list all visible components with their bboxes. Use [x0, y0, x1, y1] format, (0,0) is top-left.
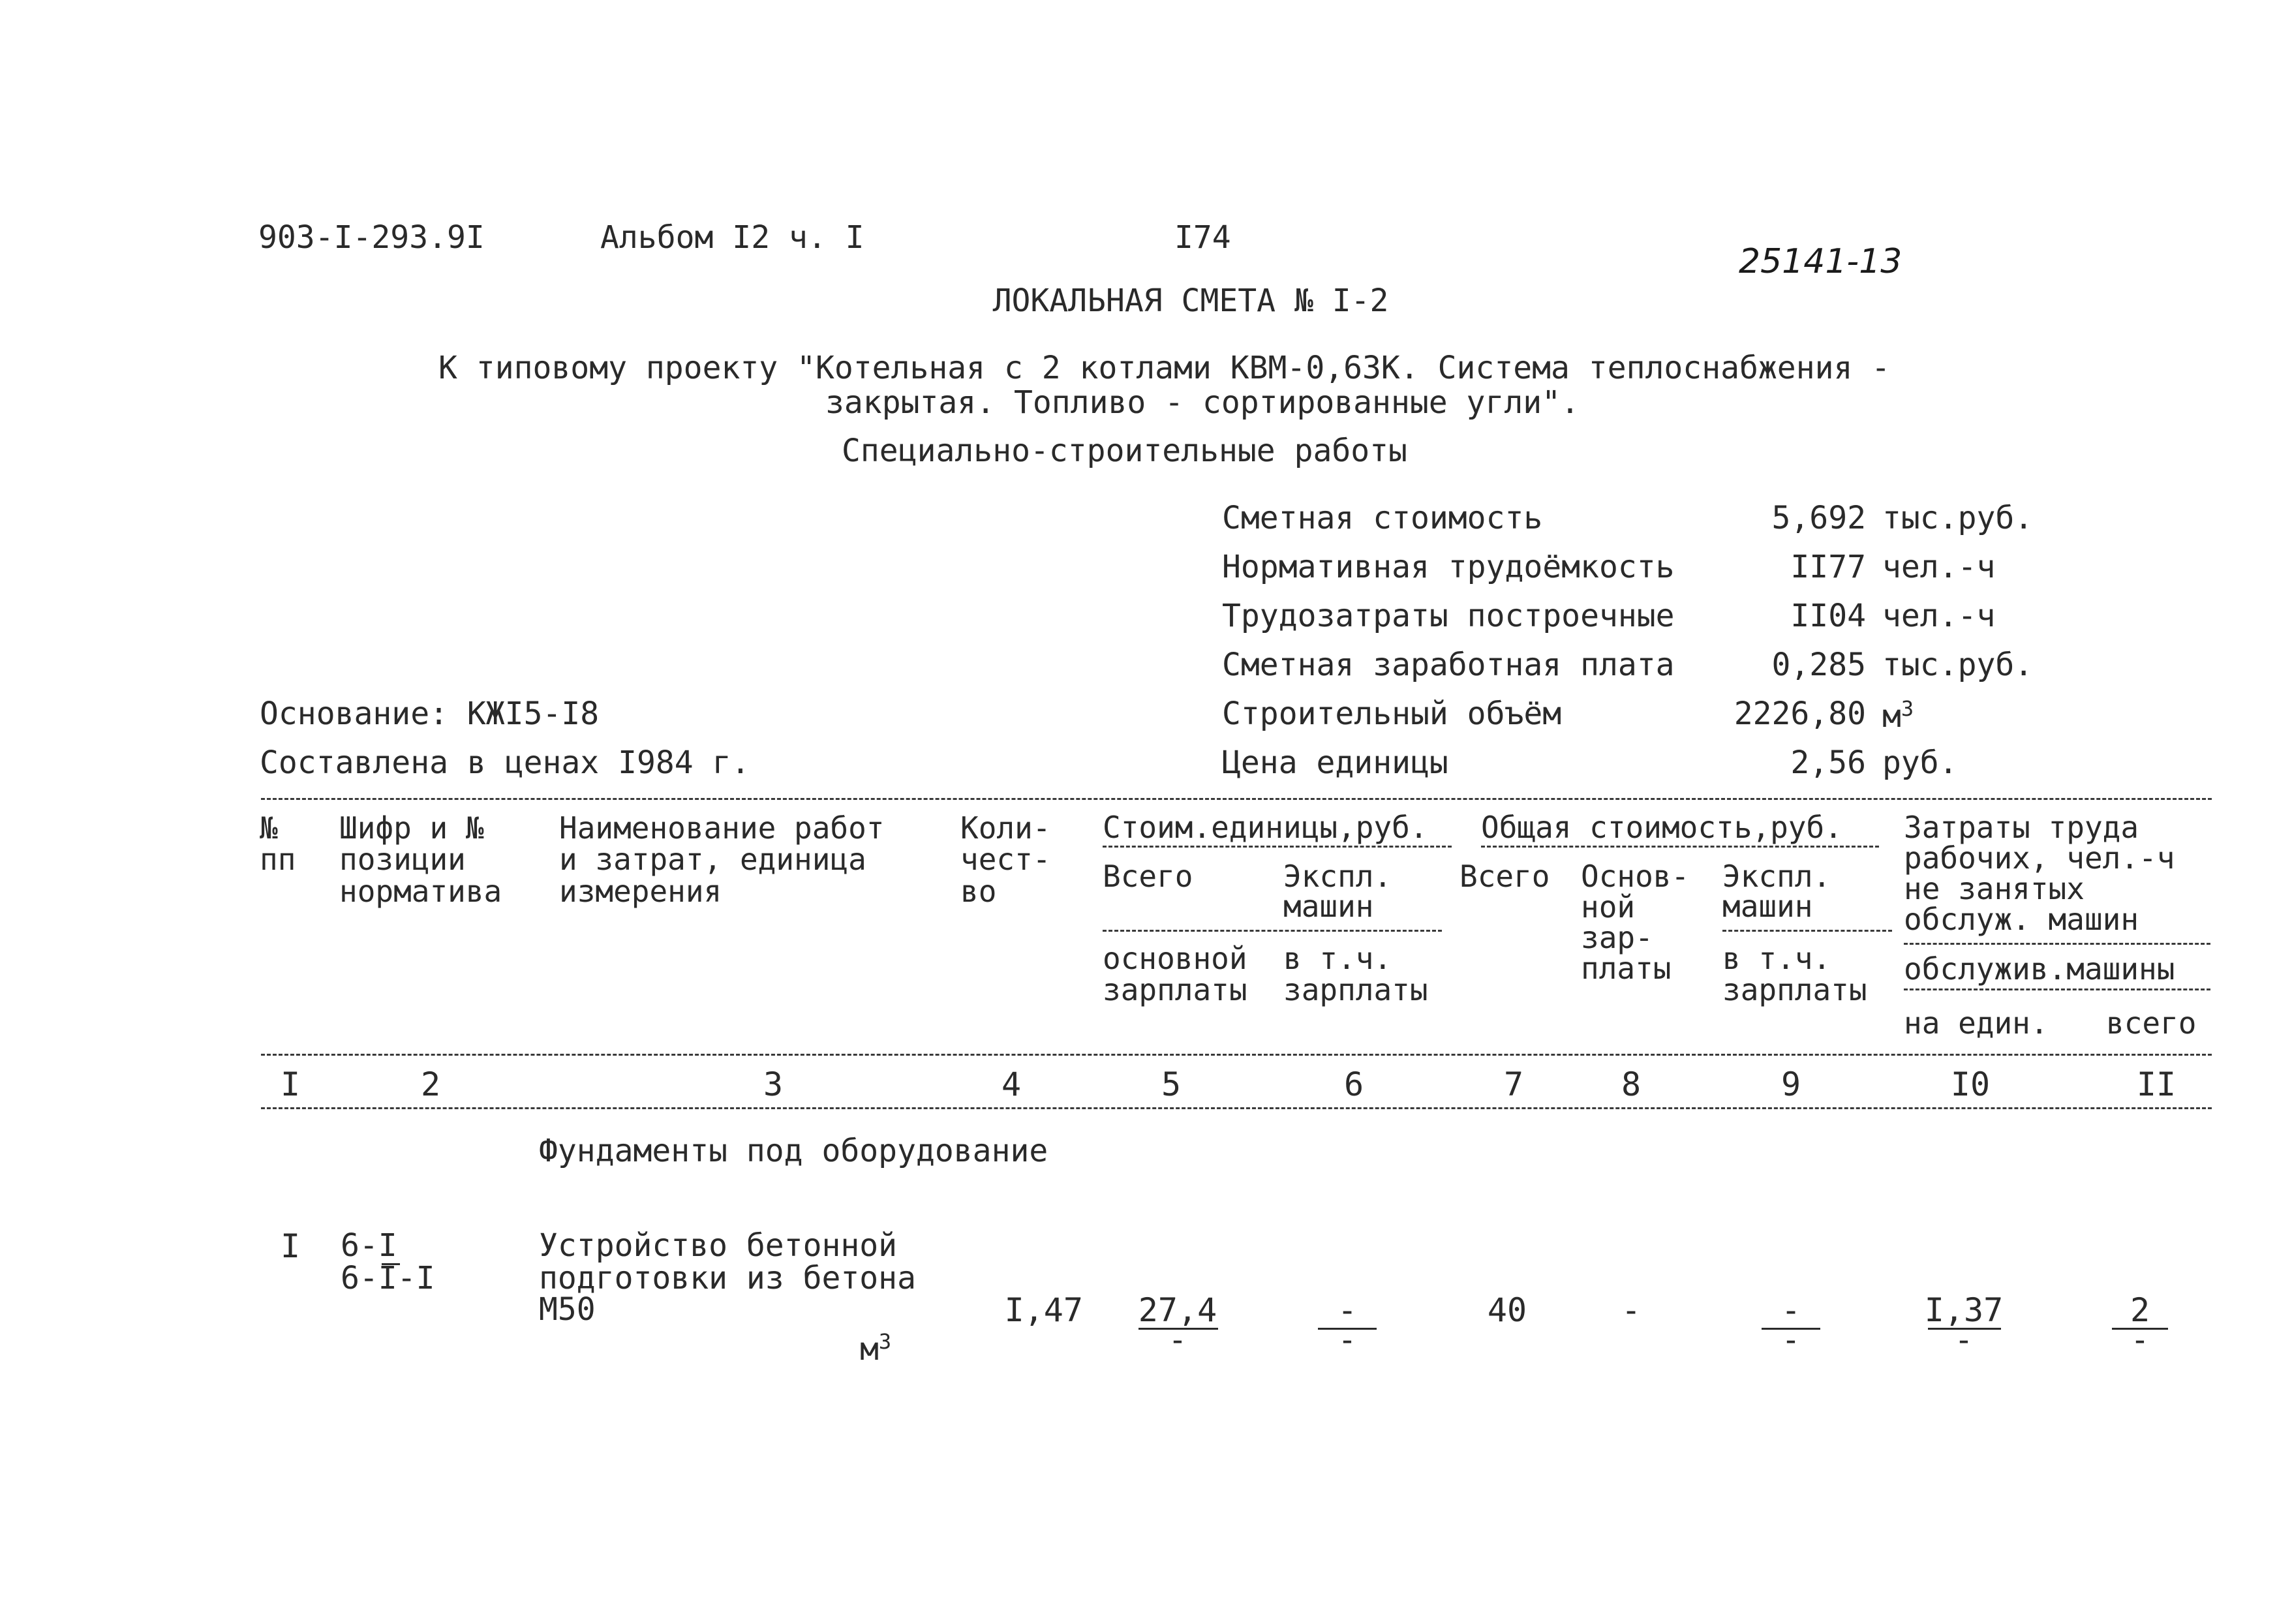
row-name: Устройство бетонной	[539, 1227, 898, 1264]
works-title: Специально-строительные работы	[842, 433, 1407, 469]
row-name: М50	[539, 1291, 596, 1328]
col-header-7: Всего	[1459, 859, 1550, 894]
column-number: 9	[1780, 1065, 1801, 1103]
estimate-title: ЛОКАЛЬНАЯ СМЕТА № I-2	[992, 283, 1389, 319]
col-header-3: Наименование работ и затрат, единица измерения	[559, 810, 885, 909]
row-unit-total-sub: -	[1168, 1322, 1187, 1358]
project-line-2: закрытая. Топливо - сортированные угли".	[825, 384, 1580, 421]
summary-value: 0,285	[1771, 647, 1866, 683]
section-title: Фундаменты под оборудование	[539, 1133, 1048, 1169]
page-number: I74	[1174, 219, 1231, 256]
row-labor-total-sub: -	[2130, 1322, 2150, 1358]
row-unit-mach: -	[1337, 1291, 1358, 1329]
album-label: Альбом I2 ч. I	[600, 219, 864, 256]
col-header-6-bottom: в т.ч. зарплаты	[1283, 941, 1428, 1008]
column-number: 3	[763, 1065, 784, 1103]
summary-value: II77	[1790, 549, 1866, 585]
unit-cost-mid-rule	[1103, 930, 1442, 932]
labor-mid-rule	[1904, 943, 2210, 945]
summary-unit: тыс.руб.	[1882, 500, 2034, 536]
col-header-1: № пп	[260, 810, 296, 878]
summary-value: 2226,80	[1734, 696, 1866, 732]
summary-label: Строительный объём	[1222, 696, 1562, 732]
col-header-2: Шифр и № позиции норматива	[339, 810, 502, 909]
document-code: 903-I-293.9I	[258, 219, 485, 256]
prices-label: Составлена в ценах I984 г.	[260, 744, 750, 781]
unit-cost-header: Стоим.единицы,руб.	[1103, 810, 1428, 845]
summary-unit: $м^3$	[1882, 696, 1914, 735]
basis-label: Основание: КЖI5-I8	[260, 696, 600, 732]
col-header-9-top: Экспл. машин	[1722, 859, 1831, 924]
numbers-bottom-rule	[261, 1107, 2212, 1109]
row-code-sub: 6-I-I	[341, 1260, 435, 1296]
summary-value: II04	[1790, 598, 1866, 634]
col-header-8: Основ- ной зар- платы	[1581, 859, 1690, 986]
row-total-mach-sub: -	[1781, 1322, 1801, 1358]
summary-label: Сметная заработная плата	[1222, 647, 1675, 683]
column-number: 7	[1503, 1065, 1524, 1103]
labor-serv-rule	[1904, 988, 2210, 990]
summary-value: 2,56	[1790, 744, 1866, 781]
labor-header: Затраты труда рабочих, чел.-ч не занятых обслуж. машин	[1904, 810, 2175, 937]
row-total-basic: -	[1621, 1291, 1642, 1329]
column-number: I	[280, 1065, 301, 1103]
project-line-1: К типовому проекту "Котельная с 2 котлами КВМ-0,63К. Система теплоснабжения -	[438, 350, 1891, 386]
col-header-5-top: Всего	[1103, 859, 1193, 894]
row-quantity: I,47	[1004, 1291, 1083, 1329]
table-top-rule	[261, 798, 2212, 800]
handwritten-number: 25141-13	[1739, 242, 1902, 281]
column-number: 4	[1001, 1065, 1022, 1103]
col-header-5-bottom: основной зарплаты	[1103, 941, 1247, 1008]
summary-label: Сметная стоимость	[1222, 500, 1543, 536]
total-cost-underline	[1481, 846, 1879, 848]
summary-unit: тыс.руб.	[1882, 647, 2034, 683]
col-header-4: Коли- чест- во	[960, 810, 1051, 909]
col-9-mid-rule	[1722, 930, 1892, 932]
summary-unit: чел.-ч	[1882, 549, 1996, 585]
column-number: 5	[1161, 1065, 1182, 1103]
column-number: I0	[1950, 1065, 1991, 1103]
row-labor-unit-sub: -	[1954, 1322, 1974, 1358]
labor-serv-header: обслужив.машины	[1904, 951, 2175, 987]
col-header-9-bottom: в т.ч. зарплаты	[1722, 941, 1867, 1008]
summary-unit: чел.-ч	[1882, 598, 1996, 634]
summary-label: Нормативная трудоёмкость	[1222, 549, 1675, 585]
summary-value: 5,692	[1771, 500, 1866, 536]
col-header-6-top: Экспл. машин	[1283, 859, 1392, 924]
row-total-mach: -	[1780, 1291, 1801, 1329]
column-number: 8	[1621, 1065, 1642, 1103]
total-cost-header: Общая стоимость,руб.	[1481, 810, 1842, 845]
row-unit-total: 27,4	[1138, 1291, 1217, 1329]
col-header-11: всего	[2106, 1005, 2197, 1041]
column-number: 6	[1343, 1065, 1364, 1103]
row-name: подготовки из бетона	[539, 1260, 916, 1296]
row-total: 40	[1487, 1291, 1527, 1329]
column-number: II	[2136, 1065, 2177, 1103]
row-code: 6-I	[341, 1227, 397, 1264]
row-unit: $м^3$	[860, 1329, 892, 1368]
column-number: 2	[420, 1065, 441, 1103]
col-header-10: на един.	[1904, 1005, 2049, 1041]
row-labor-total: 2	[2130, 1291, 2150, 1329]
summary-label: Трудозатраты построечные	[1222, 598, 1675, 634]
row-unit-mach-sub: -	[1337, 1322, 1357, 1358]
unit-cost-underline	[1103, 846, 1452, 848]
header-bottom-rule	[261, 1054, 2212, 1056]
row-labor-unit: I,37	[1924, 1291, 2004, 1329]
row-number: I	[281, 1227, 301, 1265]
summary-unit: руб.	[1882, 744, 1958, 781]
summary-label: Цена единицы	[1222, 744, 1448, 781]
